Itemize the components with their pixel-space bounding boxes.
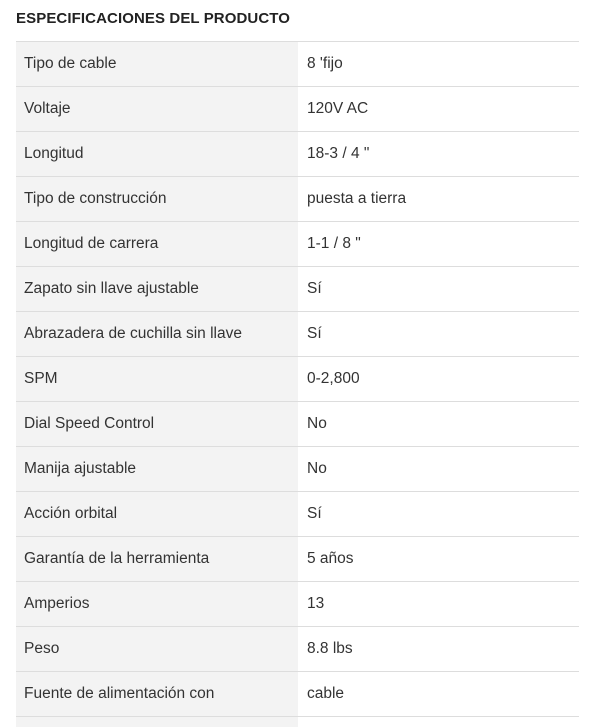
spec-row (16, 42, 579, 87)
spec-value: 8.8 lbs (298, 627, 579, 671)
spec-value: 120V AC (298, 87, 579, 131)
spec-label: Tipo de construcción (16, 177, 298, 221)
spec-label: Dial Speed Control (16, 402, 298, 446)
spec-value: cable (298, 672, 579, 716)
spec-label: Acción orbital (16, 492, 298, 536)
spec-row (16, 492, 579, 537)
spec-row (16, 267, 579, 312)
spec-label: Longitud (16, 132, 298, 176)
spec-value: 13 (298, 582, 579, 626)
spec-row (16, 402, 579, 447)
spec-label: Longitud de carrera (16, 222, 298, 266)
spec-row (16, 672, 579, 717)
spec-value: 8 'fijo (298, 42, 579, 86)
spec-row (16, 537, 579, 582)
spec-value: 18-3 / 4 " (298, 132, 579, 176)
spec-label: Manija ajustable (16, 447, 298, 491)
spec-row (16, 357, 579, 402)
spec-label: Fuente de alimentación con (16, 672, 298, 716)
spec-value: No (298, 447, 579, 491)
spec-row (16, 87, 579, 132)
spec-label: Zapato sin llave ajustable (16, 267, 298, 311)
spec-label: Voltaje (16, 87, 298, 131)
spec-value: 5 años (298, 537, 579, 581)
spec-label: Amperios (16, 582, 298, 626)
spec-row (16, 582, 579, 627)
spec-row (16, 447, 579, 492)
spec-label: Garantía de la herramienta (16, 537, 298, 581)
spec-label: Tipo de cable (16, 42, 298, 86)
spec-value: 0-2,800 (298, 357, 579, 401)
section-title: ESPECIFICACIONES DEL PRODUCTO (16, 10, 291, 27)
spec-label: Abrazadera de cuchilla sin llave (16, 312, 298, 356)
spec-row (16, 132, 579, 177)
spec-value: 1-1 / 8 " (298, 222, 579, 266)
spec-value: Sí (298, 492, 579, 536)
spec-value: Sí (298, 267, 579, 311)
spec-row (16, 312, 579, 357)
spec-row (16, 627, 579, 672)
spec-value: puesta a tierra (298, 177, 579, 221)
spec-label: SPM (16, 357, 298, 401)
spec-table (16, 41, 579, 727)
spec-row (16, 222, 579, 267)
spec-value: No (298, 402, 579, 446)
spec-value: Sí (298, 312, 579, 356)
spec-label: Peso (16, 627, 298, 671)
spec-row (16, 177, 579, 222)
